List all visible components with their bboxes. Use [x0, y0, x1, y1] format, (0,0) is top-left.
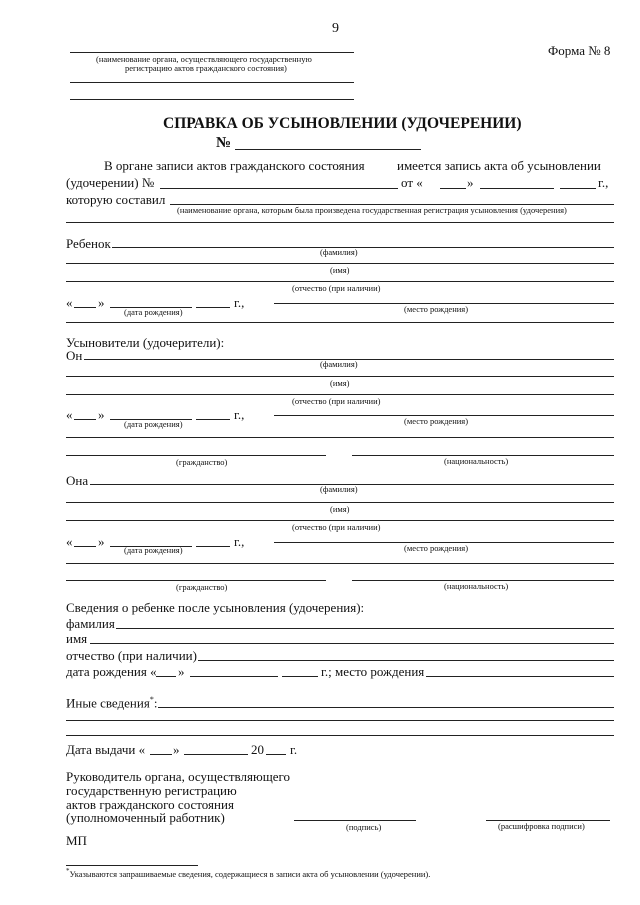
issue-month-line: [184, 754, 248, 755]
she-citizenship-line: [66, 580, 326, 581]
number-line: [235, 149, 421, 150]
other-star: *: [149, 695, 154, 704]
she-day-line: [74, 546, 96, 547]
other-line-3: [66, 735, 614, 736]
issue-day-line: [150, 754, 172, 755]
he-birthdate-caption: (дата рождения): [124, 419, 183, 429]
issue-year-prefix: 20: [251, 742, 264, 757]
she-patronymic-line: [66, 520, 614, 521]
footnote-text: Указываются запрашиваемые сведения, содержащиеся в записи акта об усыновлении (удочерении).: [69, 868, 431, 879]
he-day-line: [74, 419, 96, 420]
he-name-caption: (имя): [330, 378, 350, 388]
issue-label: Дата выдачи «: [66, 742, 146, 757]
after-surname-line: [116, 628, 614, 629]
she-surname-caption: (фамилия): [320, 484, 358, 494]
composer-line-2: [66, 222, 614, 223]
child-birthplace-caption: (место рождения): [404, 304, 469, 314]
page-number: 9: [332, 21, 339, 36]
she-citizenship-caption: (гражданство): [176, 582, 228, 592]
he-citizenship-line: [66, 455, 326, 456]
other-label-text: Иные сведения: [66, 695, 150, 711]
she-label: Она: [66, 473, 89, 488]
signer-line-3: актов гражданского состояния: [66, 797, 234, 812]
intro-line2-a: (удочерении) №: [66, 175, 155, 190]
she-year: г.,: [234, 534, 245, 549]
he-label: Он: [66, 348, 83, 363]
he-year-line: [196, 419, 230, 420]
after-name-line: [90, 643, 614, 644]
child-surname-line: [112, 247, 614, 248]
she-birthplace-line-2: [66, 563, 614, 564]
number-label: №: [216, 135, 232, 151]
footnote: [66, 868, 430, 878]
child-name-line: [66, 263, 614, 264]
child-surname-caption: (фамилия): [320, 247, 358, 257]
issue-year-line: [266, 754, 286, 755]
after-birthdate-c: г.; место рождения: [321, 664, 425, 679]
signer-line-2: государственную регистрацию: [66, 783, 237, 798]
record-day-line: [440, 188, 466, 189]
after-patronymic-label: отчество (при наличии): [66, 648, 197, 663]
issue-close: »: [173, 742, 180, 757]
intro-line3: которую составил: [66, 192, 166, 207]
he-patronymic-line: [66, 394, 614, 395]
he-year: г.,: [234, 407, 245, 422]
he-surname-caption: (фамилия): [320, 359, 358, 369]
signer-line-1: Руководитель органа, осуществляющего: [66, 769, 290, 784]
child-birthplace-line-2: [66, 322, 614, 323]
he-birthplace-line-2: [66, 437, 614, 438]
record-year-line: [560, 188, 596, 189]
issue-year-suffix: г.: [290, 742, 298, 757]
other-line-2: [66, 720, 614, 721]
organ-caption-1: (наименование органа, осуществляющего государственную: [96, 54, 312, 64]
page-title: СПРАВКА ОБ УСЫНОВЛЕНИИ (УДОЧЕРЕНИИ): [163, 115, 522, 132]
he-date-open: «: [66, 407, 73, 422]
footnote-star: *: [66, 867, 70, 875]
sign-line: [294, 820, 416, 821]
she-date-close: »: [98, 534, 105, 549]
he-citizenship-caption: (гражданство): [176, 457, 228, 467]
footnote-divider: [66, 865, 198, 866]
after-surname-label: фамилия: [66, 616, 115, 631]
signer-line-4: (уполномоченный работник): [66, 810, 225, 825]
after-patronymic-line: [198, 660, 614, 661]
composer-caption: (наименование органа, которым была произведена государственная регистрация усыновления (удочерения): [177, 205, 567, 215]
he-nationality-caption: (национальность): [444, 456, 509, 466]
adopters-label: Усыновители (удочерители):: [66, 335, 225, 350]
she-name-caption: (имя): [330, 504, 350, 514]
organ-caption-2: регистрацию актов гражданского состояния): [125, 63, 287, 73]
stamp-label: МП: [66, 833, 87, 848]
record-number-line: [160, 188, 398, 189]
record-month-line: [480, 188, 554, 189]
he-name-line: [66, 376, 614, 377]
child-name-caption: (имя): [330, 265, 350, 275]
child-date-close: »: [98, 295, 105, 310]
she-date-open: «: [66, 534, 73, 549]
she-patronymic-caption: (отчество (при наличии): [292, 522, 381, 532]
intro-line1-b: имеется запись акта об усыновлении: [397, 158, 601, 173]
he-birthplace-caption: (место рождения): [404, 416, 469, 426]
child-birthdate-caption: (дата рождения): [124, 307, 183, 317]
organ-line-2: [70, 82, 354, 83]
child-year: г.,: [234, 295, 245, 310]
other-line-1: [158, 707, 614, 708]
child-day-line: [74, 307, 96, 308]
intro-line2-b: от «: [401, 175, 423, 190]
after-birthdate-a: дата рождения «: [66, 664, 157, 679]
she-name-line: [66, 502, 614, 503]
child-label: Ребенок: [66, 236, 111, 251]
child-date-open: «: [66, 295, 73, 310]
after-name-label: имя: [66, 631, 88, 646]
organ-line-3: [70, 99, 354, 100]
she-birthplace-caption: (место рождения): [404, 543, 469, 553]
child-patronymic-line: [66, 281, 614, 282]
organ-line: [70, 52, 354, 53]
form-label: Форма № 8: [548, 43, 611, 58]
after-month-line: [190, 676, 278, 677]
child-patronymic-caption: (отчество (при наличии): [292, 283, 381, 293]
he-date-close: »: [98, 407, 105, 422]
after-birthdate-b: »: [178, 664, 185, 679]
after-birthplace-line: [426, 676, 614, 677]
intro-line2-c: »: [467, 175, 474, 190]
she-year-line: [196, 546, 230, 547]
she-birthdate-caption: (дата рождения): [124, 545, 183, 555]
child-year-line: [196, 307, 230, 308]
he-patronymic-caption: (отчество (при наличии): [292, 396, 381, 406]
she-nationality-caption: (национальность): [444, 581, 509, 591]
sign-caption: (подпись): [346, 822, 382, 832]
decode-caption: (расшифровка подписи): [498, 821, 585, 831]
intro-line2-d: г.,: [598, 175, 609, 190]
intro-line1-a: В органе записи актов гражданского состояния: [104, 158, 365, 173]
after-label: Сведения о ребенке после усыновления (удочерения):: [66, 600, 365, 615]
other-colon: :: [153, 695, 158, 711]
after-year-line: [282, 676, 318, 677]
after-day-line: [156, 676, 176, 677]
other-label: [66, 696, 157, 709]
